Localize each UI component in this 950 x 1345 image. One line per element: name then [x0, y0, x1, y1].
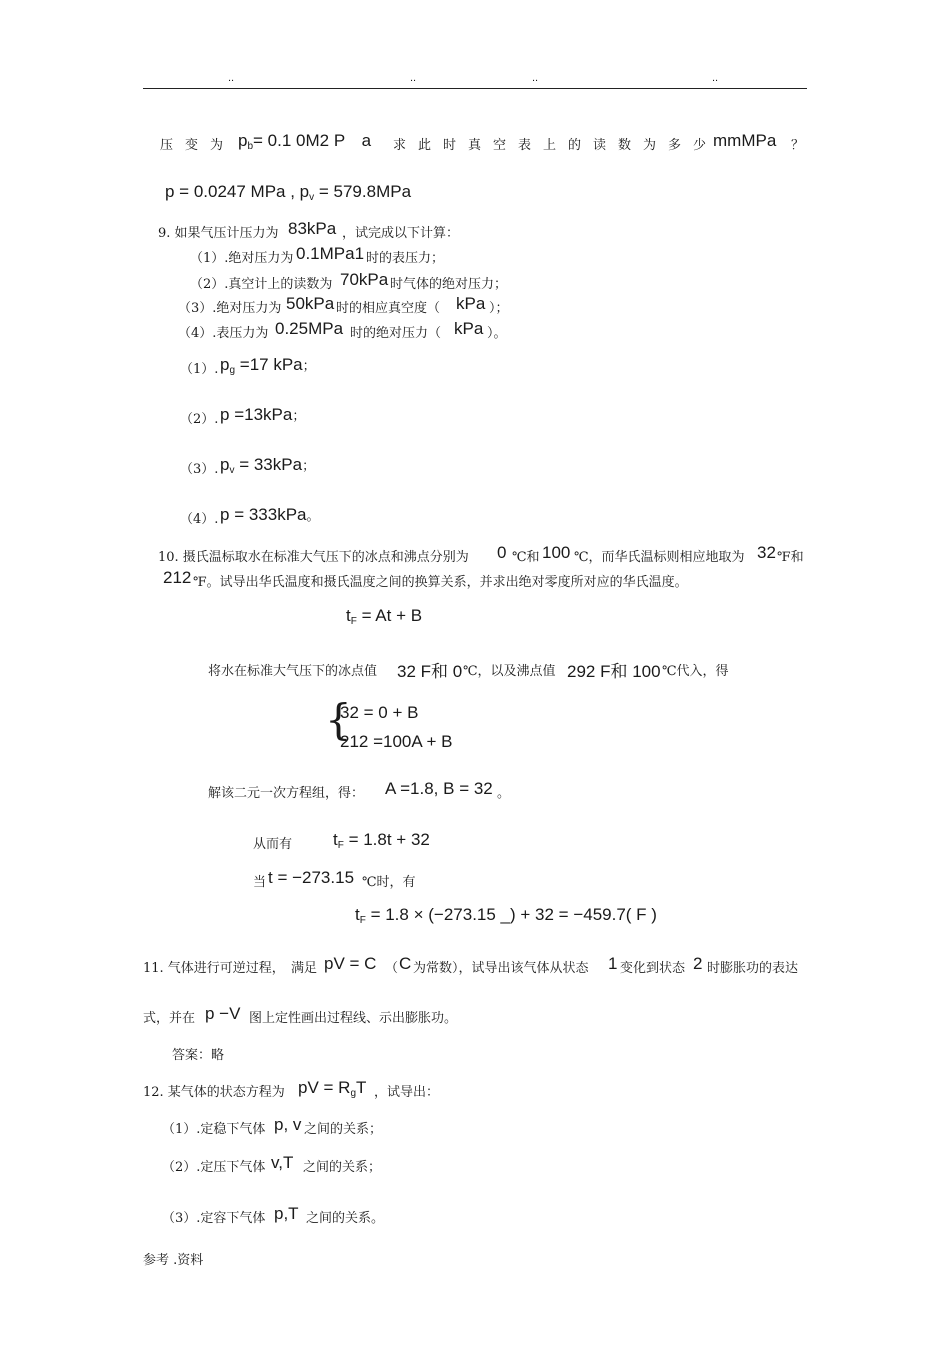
math: 50kPa [286, 294, 335, 313]
math-var: t [355, 905, 360, 924]
math-sub: F [337, 840, 344, 851]
math: 32 [757, 543, 776, 562]
text: ℃，以及沸点值 [463, 664, 556, 679]
text: ？ [791, 138, 805, 153]
text: 式，并在 [143, 1011, 196, 1026]
math-sub: F [359, 915, 366, 926]
text: ，试导出： [374, 1085, 440, 1100]
text: 当 [253, 875, 267, 890]
item-text: 之间的关系； [303, 1160, 382, 1175]
math [238, 131, 377, 152]
item-text: 之间的关系； [304, 1122, 383, 1137]
math: = 1.8 × (−273.15 _) + 32 = −459.7( F ) [370, 905, 657, 924]
equation [346, 606, 422, 627]
math: p = 0.0247 MPa , p [165, 182, 310, 201]
answer-index: （2）. [180, 412, 219, 427]
brace: { [325, 695, 352, 744]
item-text: （3）.定容下气体 [162, 1211, 266, 1226]
text: 图上定性画出过程线、示出膨胀功。 [249, 1011, 458, 1026]
math: v,T [271, 1153, 294, 1172]
text: ℃时，有 [362, 875, 416, 890]
text: （ [385, 961, 399, 976]
math: p,T [274, 1204, 299, 1223]
math: 1 [608, 954, 618, 973]
math-var: p [220, 355, 230, 374]
math: 100 [542, 543, 571, 562]
item-text: （2）.定压下气体 [162, 1160, 266, 1175]
math: pV = C [324, 954, 377, 973]
text: 压变为 [160, 138, 236, 153]
text: ℃和 [512, 550, 540, 565]
math-var: t [333, 830, 338, 849]
math: 0.25MPa [275, 319, 344, 338]
math: = 579.8MPa [318, 182, 412, 201]
math-rest: = 0.1 0M [253, 131, 320, 150]
answer-index: （3）. [180, 462, 219, 477]
item-text: ）。 [487, 326, 507, 341]
header-dot: .. [712, 72, 719, 84]
text: 为常数），试导出该气体从状态 [413, 961, 589, 976]
math: kPa [454, 319, 484, 338]
answer: 答案：略 [172, 1048, 225, 1063]
math: kPa [456, 294, 486, 313]
answer [165, 182, 411, 203]
math-unit: kPa [273, 355, 303, 374]
item-text: 之间的关系。 [306, 1211, 385, 1226]
math: 70kPa [340, 270, 389, 289]
text: ，试完成以下计算： [342, 226, 460, 241]
text: 从而有 [253, 837, 293, 852]
equation [333, 830, 430, 851]
text: ℃代入，得 [662, 664, 729, 679]
answer-index: （4）. [180, 512, 219, 527]
math: pV = R [298, 1078, 351, 1097]
math: t = −273.15 [268, 868, 355, 887]
text: 将水在标准大气压下的冰点值 [208, 664, 378, 679]
item-text: （3）.绝对压力为 [178, 301, 282, 316]
text: ℃，而华氏温标则相应地取为 [574, 550, 745, 565]
punct: 。 [306, 509, 320, 524]
punct: ； [302, 459, 316, 474]
math-sub: v [229, 465, 235, 476]
math: p −V [205, 1004, 241, 1023]
equation: 32 = 0 + B [340, 703, 419, 722]
item-text: （4）.表压力为 [178, 326, 269, 341]
math-unit: P a [333, 131, 378, 150]
math: p, v [274, 1115, 302, 1134]
math: A =1.8, B = 32 [385, 779, 493, 798]
punct: ； [302, 359, 316, 374]
text: 解该二元一次方程组，得： [208, 786, 365, 801]
question-stem: 9. 如果气压计压力为 [158, 226, 279, 241]
text: 时膨胀功的表达 [707, 961, 799, 976]
question-stem: 12. 某气体的状态方程为 [143, 1085, 285, 1100]
math: =17 [239, 355, 269, 374]
math: T [356, 1078, 367, 1097]
footer-text: 参考 .资料 [143, 1253, 204, 1268]
math-sub: g [229, 365, 236, 376]
math-var: p [220, 405, 230, 424]
math: 212 [163, 568, 192, 587]
math-sub: v [309, 192, 315, 203]
text: ℉和 [777, 550, 804, 565]
item-text: （2）.真空计上的读数为 [190, 277, 333, 292]
math: =13kPa [234, 405, 293, 424]
math-rest: 2 [319, 131, 330, 150]
math-var: t [346, 606, 351, 625]
answer-math [220, 455, 315, 476]
math: = 1.8t + 32 [348, 830, 430, 849]
math-sub: g [350, 1088, 357, 1099]
math: 0.1MPa1 [296, 244, 365, 263]
equation [355, 905, 657, 926]
item-text: ）； [489, 301, 509, 316]
math-unit: mmMPa [713, 131, 777, 150]
answer-math [220, 505, 320, 525]
answer-math [220, 405, 305, 425]
math: = 333kPa [234, 505, 307, 524]
header-rule [143, 88, 807, 89]
math-var: p [238, 131, 248, 150]
math: = 33kPa [239, 455, 303, 474]
math: 292 F和 100 [567, 662, 661, 681]
text: ℉。试导出华氏温度和摄氏温度之间的换算关系，并求出绝对零度所对应的华氏温度。 [193, 575, 688, 590]
math-var: p [220, 455, 230, 474]
text: 变化到状态 [620, 961, 686, 976]
header-dot: .. [228, 72, 235, 84]
math: 2 [693, 954, 703, 973]
math-sub: F [350, 616, 357, 627]
item-text: 时气体的绝对压力； [390, 277, 508, 292]
text: 。 [497, 786, 511, 801]
question-stem: 10. 摄氏温标取水在标准大气压下的冰点和沸点分别为 [158, 550, 469, 565]
text: 求此时真空表上的读数为多少 [393, 138, 719, 153]
header-dot: .. [410, 72, 417, 84]
math: 32 F和 0 [397, 662, 463, 681]
math: 0 [497, 543, 507, 562]
item-text: 时的相应真空度（ [336, 301, 441, 316]
question-stem: 11. 气体进行可逆过程， [143, 961, 285, 976]
item-text: 时的表压力； [366, 251, 445, 266]
math: = At + B [361, 606, 423, 625]
item-text: 时的绝对压力（ [350, 326, 442, 341]
math: 83kPa [288, 219, 337, 238]
header-dot: .. [532, 72, 539, 84]
math: C [399, 954, 412, 973]
equation: 212 =100A + B [340, 732, 453, 751]
equation [298, 1078, 366, 1099]
item-text: （1）.绝对压力为 [190, 251, 294, 266]
text: 满足 [291, 961, 318, 976]
answer-index: （1）. [180, 362, 219, 377]
item-text: （1）.定稳下气体 [162, 1122, 266, 1137]
answer-math [220, 355, 316, 376]
math-var: p [220, 505, 230, 524]
punct: ； [292, 409, 306, 424]
math-sub: b [247, 141, 254, 152]
